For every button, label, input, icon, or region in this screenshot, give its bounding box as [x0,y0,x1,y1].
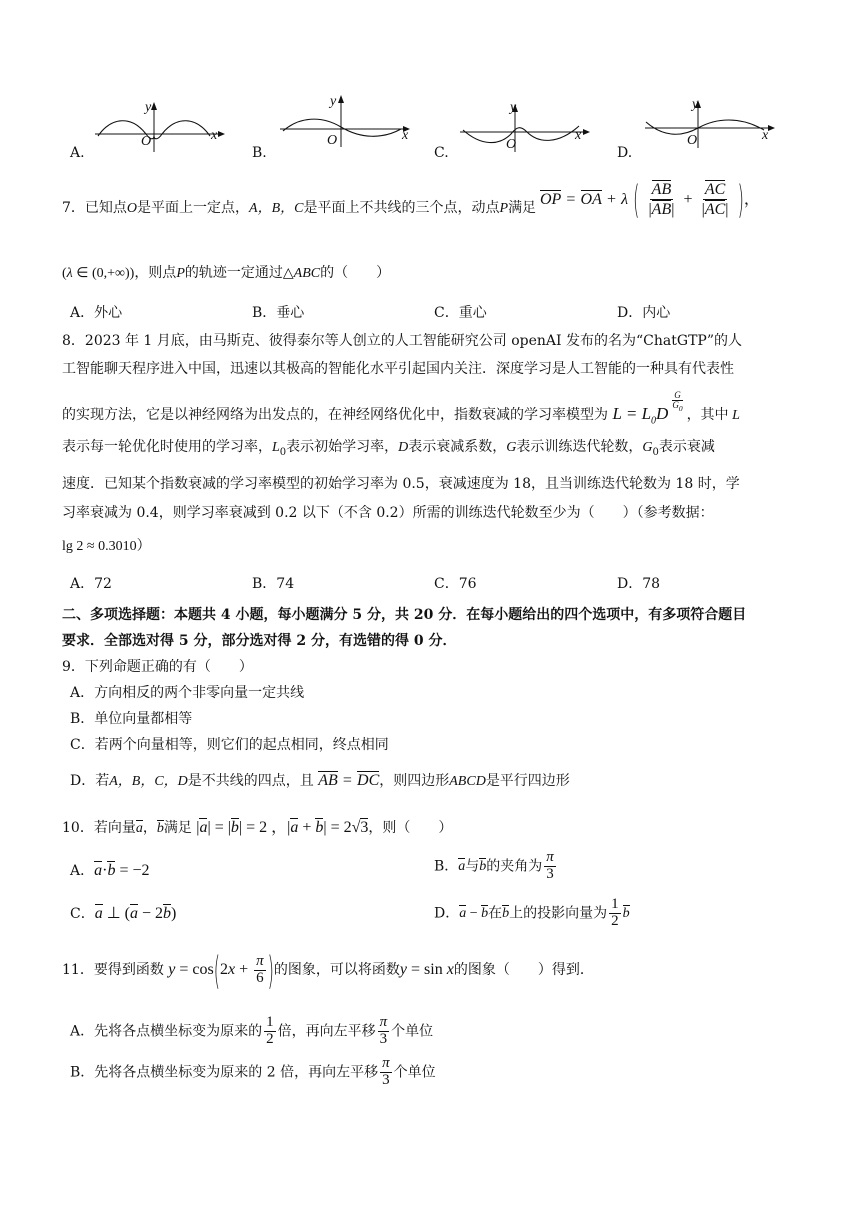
q8-option-c[interactable]: C．76 [434,576,477,592]
q6-option-c-letter: C. [434,145,449,161]
q7-formula: OP = OA + λ ( $\frac{AB}{|AB|}$ + $\frac{AC}{|AC|}$ )， [540,176,760,223]
q9-option-b[interactable]: B．单位向量都相等 [70,711,193,727]
q7-option-a[interactable]: A．外心 [70,305,123,321]
q6-a-origin: O [141,134,152,149]
q11-stem: 11．要得到函数 y = cos(2x + $\frac{\pi}{6}$ )的图象，可以将函数y = sin x的图象（ ）得到． [62,947,594,994]
q10-option-d[interactable]: D．a − b在b上的投影向量为 $\frac{1}{2}$ b [434,896,630,929]
q6-d-y-label: y [692,97,699,112]
q9-option-a[interactable]: A．方向相反的两个非零向量一定共线 [70,685,305,701]
q6-option-b-letter: B. [252,145,267,161]
q6-a-y-label: y [145,100,152,115]
q6-c-y-label: y [510,100,517,115]
q9-option-c[interactable]: C．若两个向量相等，则它们的起点相同，终点相同 [70,737,389,753]
q8-line-6: 习率衰减为 0.4，则学习率衰减到 0.2 以下（不含 0.2）所需的训练迭代轮数至少为（ ）（参考数据： [62,505,714,521]
q7-stem-line1: 7．已知点O是平面上一定点，A，B，C是平面上不共线的三个点，动点P满足 [62,200,537,216]
q11-option-a[interactable]: A．先将各点横坐标变为原来的 $\frac{1}{2}$ 倍，再向左平移 $\frac{\pi}{3}$ 个单位 [70,1014,434,1047]
q8-formula: $L = L_0D$ $^{\frac{G}{G_0}}$ [612,390,683,427]
q9-stem: 9．下列命题正确的有（ ） [62,659,253,675]
section2-heading-line2: 要求．全部选对得 5 分，部分选对得 2 分，有选错的得 0 分． [62,633,457,649]
q8-line-5: 速度．已知某个指数衰减的学习率模型的初始学习率为 0.5，衰减速度为 18，且当训练迭代轮数为 18 时，学 [62,476,740,492]
q6-a-x-label: x [211,128,218,143]
q6-d-x-label: x [762,128,769,143]
q8-line-7: lg 2 ≈ 0.3010） [62,539,151,554]
q8-line-4: 表示每一轮优化时使用的学习率，$L_0$表示初始学习率，D表示衰减系数，G表示训练迭代轮数，$G_0$表示衰减 [62,439,715,458]
q10-option-a[interactable]: A．a·b = −2 [70,862,150,879]
q11-option-b[interactable]: B．先将各点横坐标变为原来的 2 倍，再向左平移 $\frac{\pi}{3}$ 个单位 [70,1055,436,1088]
q7-stem-line2: (λ ∈ (0,+∞))，则点P的轨迹一定通过△ABC的（ ） [62,265,391,281]
q6-c-origin: O [506,137,517,152]
q6-b-y-label: y [330,94,337,109]
q6-d-origin: O [687,133,698,148]
q7-option-c[interactable]: C．重心 [434,305,487,321]
q6-graph-c[interactable] [455,102,595,158]
q7-option-b[interactable]: B．垂心 [252,305,305,321]
q8-line-1: 8．2023 年 1 月底，由马斯克、彼得泰尔等人创立的人工智能研究公司 openAI 发布的名为“ChatGTP”的人 [62,333,742,349]
q8-line-2: 工智能聊天程序进入中国，迅速以其极高的智能化水平引起国内关注．深度学习是人工智能的一种具有代表性 [62,361,734,377]
q6-c-x-label: x [575,128,582,143]
section2-heading-line1: 二、多项选择题：本题共 4 小题，每小题满分 5 分，共 20 分．在每小题给出的四个选项中，有多项符合题目 [62,607,747,623]
q10-option-b[interactable]: B．a与b的夹角为 $\frac{\pi}{3}$ [434,849,554,882]
q6-option-d-letter: D. [617,145,633,161]
q9-option-d[interactable]: D．若A，B，C，D是不共线的四点，且 AB = DC，则四边形ABCD是平行四边形 [70,772,570,789]
q6-graph-a[interactable] [90,100,230,156]
q10-stem: 10．若向量a，b满足 |a| = |b| = 2 ，|a + b| = 2√3，则（ ） [62,819,453,836]
q8-line-3: 的实现方法，它是以神经网络为出发点的，在神经网络优化中，指数衰减的学习率模型为 $L = L_0D$ $^{\frac{G}{G_0}}$ ，其中 L [62,390,740,427]
q10-option-c[interactable]: C．a ⊥ (a − 2b) [70,905,177,922]
q8-option-d[interactable]: D．78 [617,576,661,592]
q7-lambda-domain: (λ ∈ (0,+∞)) [62,266,135,281]
q6-graph-b[interactable] [275,95,415,151]
q7-option-d[interactable]: D．内心 [617,305,671,321]
q8-option-b[interactable]: B．74 [252,576,295,592]
q6-b-x-label: x [402,128,409,143]
q8-option-a[interactable]: A．72 [70,576,112,592]
q6-b-origin: O [327,133,338,148]
q6-option-a-letter: A. [70,145,85,161]
q6-graph-d[interactable] [640,98,780,154]
